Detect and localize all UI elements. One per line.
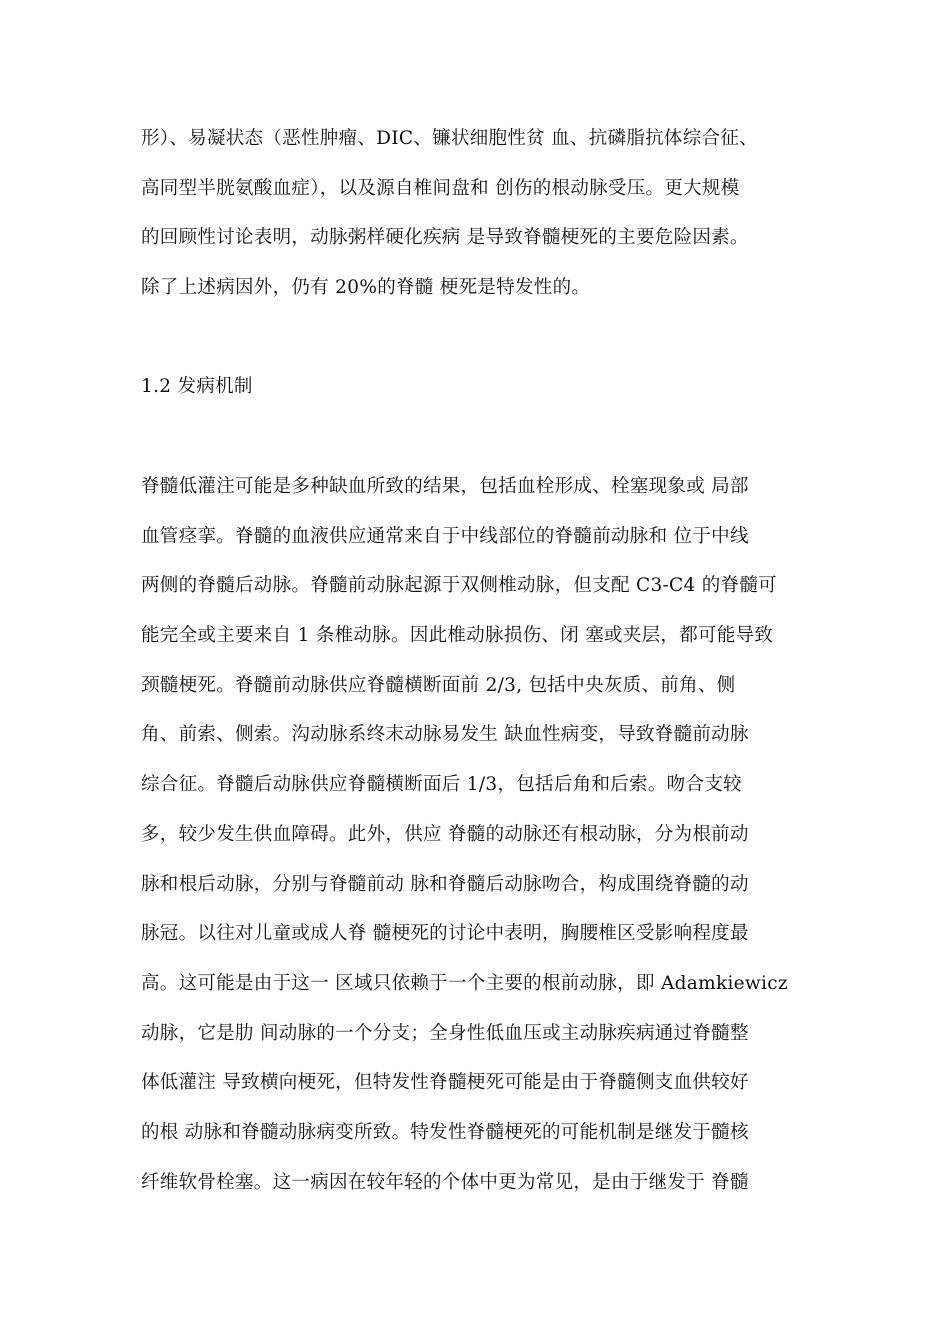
text-line: 颈髓梗死。脊髓前动脉供应脊髓横断面前 2/3, 包括中央灰质、前角、侧: [141, 674, 736, 696]
text-line: 动脉，它是肋 间动脉的一个分支；全身性低血压或主动脉疾病通过脊髓整: [141, 1022, 749, 1044]
text-line: 脉和根后动脉，分别与脊髓前动 脉和脊髓后动脉吻合，构成围绕脊髓的动: [141, 873, 749, 895]
paragraph-etiology: [141, 114, 821, 313]
text-line: 能完全或主要来自 1 条椎动脉。因此椎动脉损伤、闭 塞或夹层，都可能导致: [141, 625, 774, 647]
text-line: 的回顾性讨论表明，动脉粥样硬化疾病 是导致脊髓梗死的主要危险因素。: [141, 227, 749, 249]
text-line: 脊髓低灌注可能是多种缺血所致的结果，包括血栓形成、栓塞现象或 局部: [141, 476, 749, 497]
text-line: 高。这可能是由于这一 区域只依赖于一个主要的根前动脉，即 Adamkiewicz: [141, 972, 788, 994]
text-line: 的根 动脉和脊髓动脉病变所致。特发性脊髓梗死的可能机制是继发于髓核: [141, 1121, 749, 1143]
text-line: 多，较少发生供血障碍。此外，供应 脊髓的动脉还有根动脉，分为根前动: [141, 823, 749, 845]
text-line: 高同型半胱氨酸血症），以及源自椎间盘和 创伤的根动脉受压。更大规模: [141, 177, 740, 199]
text-line: 体低灌注 导致横向梗死，但特发性脊髓梗死可能是由于脊髓侧支血供较好: [141, 1072, 749, 1094]
paragraph-pathogenesis: [141, 462, 821, 1207]
text-line: 除了上述病因外，仍有 20%的脊髓 梗死是特发性的。: [141, 277, 591, 299]
text-line: 角、前索、侧索。沟动脉系终末动脉易发生 缺血性病变，导致脊髓前动脉: [141, 724, 749, 746]
text-line: 综合征。脊髓后动脉供应脊髓横断面后 1/3，包括后角和后索。吻合支较: [141, 774, 742, 796]
text-line: 形）、易凝状态（恶性肿瘤、DIC、镰状细胞性贫 血、抗磷脂抗体综合征、: [141, 128, 758, 149]
text-line: 血管痉挛。脊髓的血液供应通常来自于中线部位的脊髓前动脉和 位于中线: [141, 525, 749, 547]
text-line: 纤维软骨栓塞。这一病因在较年轻的个体中更为常见，是由于继发于 脊髓: [141, 1171, 749, 1193]
text-line: 脉冠。以往对儿童或成人脊 髓梗死的讨论中表明，胸腰椎区受影响程度最: [141, 923, 749, 945]
text-line: 两侧的脊髓后动脉。脊髓前动脉起源于双侧椎动脉，但支配 C3-C4 的脊髓可: [141, 575, 777, 597]
section-heading: 1.2 发病机制: [141, 376, 253, 397]
